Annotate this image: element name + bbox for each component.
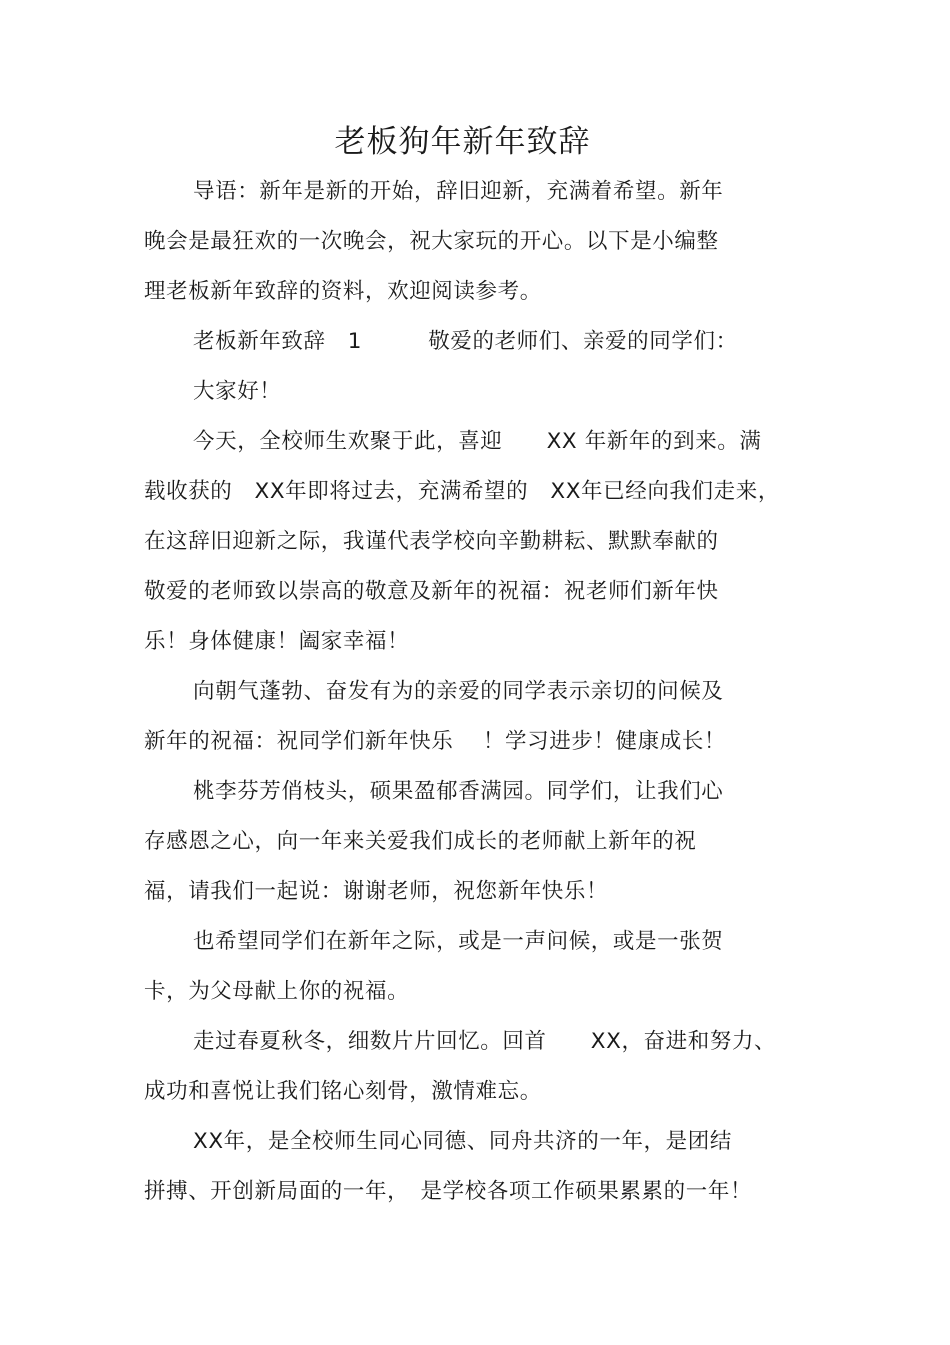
paragraph-line: 新年的祝福：祝同学们新年快乐 ！学习进步！健康成长！ [144,729,727,754]
paragraph-line: 理老板新年致辞的资料，欢迎阅读参考。 [144,279,542,304]
paragraph-line: 成功和喜悦让我们铭心刻骨，激情难忘。 [144,1079,542,1104]
paragraph-line: 拼搏、开创新局面的一年， 是学校各项工作硕果累累的一年！ [144,1179,753,1204]
paragraph-line: 晚会是最狂欢的一次晚会，祝大家玩的开心。以下是小编整 [144,229,719,254]
paragraph-line: 也希望同学们在新年之际，或是一声问候，或是一张贺 [193,929,724,954]
paragraph-line: 在这辞旧迎新之际，我谨代表学校向辛勤耕耘、默默奉献的 [144,529,719,554]
paragraph-line: 乐！身体健康！阖家幸福！ [144,629,410,654]
paragraph-line: XX年，是全校师生同心同德、同舟共济的一年，是团结 [193,1129,732,1154]
paragraph-line: 导语：新年是新的开始，辞旧迎新，充满着希望。新年 [193,179,724,204]
paragraph-line: 敬爱的老师致以崇高的敬意及新年的祝福：祝老师们新年快 [144,579,719,604]
section-heading-line: 老板新年致辞 1 敬爱的老师们、亲爱的同学们： [193,329,738,354]
paragraph-line: 福，请我们一起说：谢谢老师，祝您新年快乐！ [144,879,609,904]
paragraph-line: 载收获的 XX年即将过去，充满希望的 XX年已经向我们走来， [144,479,780,504]
paragraph-line: 今天，全校师生欢聚于此，喜迎 XX 年新年的到来。满 [193,429,762,454]
paragraph-line: 走过春夏秋冬，细数片片回忆。回首 XX，奋进和努力、 [193,1029,777,1054]
paragraph-line: 存感恩之心，向一年来关爱我们成长的老师献上新年的祝 [144,829,697,854]
paragraph-line: 大家好！ [193,379,282,404]
document-title: 老板狗年新年致辞 [334,124,591,160]
paragraph-line: 卡，为父母献上你的祝福。 [144,979,410,1004]
paragraph-line: 桃李芬芳俏枝头，硕果盈郁香满园。同学们，让我们心 [193,779,724,804]
paragraph-line: 向朝气蓬勃、奋发有为的亲爱的同学表示亲切的问候及 [193,679,724,704]
